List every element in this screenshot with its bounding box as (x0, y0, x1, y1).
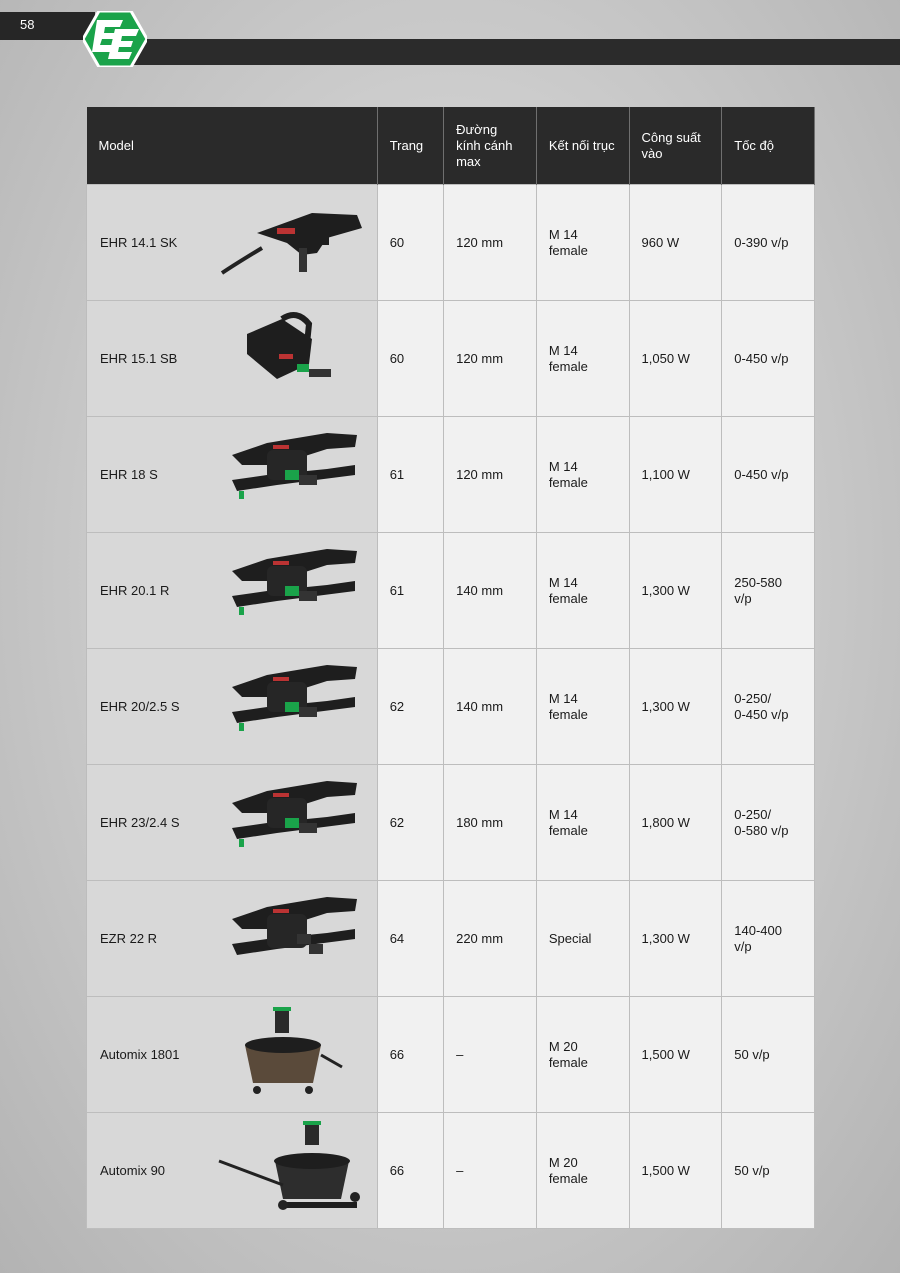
table-row (87, 881, 815, 997)
table-header-row (87, 107, 815, 185)
model-name: EHR 14.1 SK (100, 234, 178, 250)
model-name: Automix 1801 (100, 1046, 180, 1062)
diameter-cell: 120 mm (444, 185, 537, 301)
header-bar-left (0, 12, 95, 40)
power-cell: 1,100 W (629, 417, 722, 533)
header-diameter: Đường kính cánh max (444, 107, 537, 185)
model-name: EHR 23/2.4 S (100, 814, 180, 830)
connection-cell: M 20 female (536, 997, 629, 1113)
model-cell (87, 185, 378, 301)
product-image (217, 193, 367, 291)
table-row (87, 997, 815, 1113)
diameter-cell: 180 mm (444, 765, 537, 881)
model-cell (87, 649, 378, 765)
speed-cell: 0-390 v/p (722, 185, 815, 301)
product-image (217, 309, 367, 407)
power-cell: 1,500 W (629, 997, 722, 1113)
power-cell: 1,300 W (629, 533, 722, 649)
connection-cell: M 14 female (536, 533, 629, 649)
model-cell (87, 881, 378, 997)
diameter-cell: 140 mm (444, 533, 537, 649)
speed-cell: 0-250/ 0-580 v/p (722, 765, 815, 881)
connection-cell: M 20 female (536, 1113, 629, 1229)
page-cell: 66 (377, 997, 443, 1113)
header-connection: Kết nối trục (536, 107, 629, 185)
connection-cell: Special (536, 881, 629, 997)
diameter-cell: 120 mm (444, 417, 537, 533)
table-row (87, 765, 815, 881)
table-row (87, 185, 815, 301)
model-name: EHR 15.1 SB (100, 350, 178, 366)
page-number: 58 (20, 17, 35, 32)
table-row (87, 649, 815, 765)
table-row (87, 533, 815, 649)
ee-logo (83, 11, 147, 67)
connection-cell: M 14 female (536, 417, 629, 533)
connection-cell: M 14 female (536, 301, 629, 417)
product-image (217, 541, 367, 639)
model-cell (87, 997, 378, 1113)
header-page: Trang (377, 107, 443, 185)
page-cell: 66 (377, 1113, 443, 1229)
power-cell: 1,800 W (629, 765, 722, 881)
product-image (217, 425, 367, 523)
model-name: EHR 20.1 R (100, 582, 170, 598)
power-cell: 960 W (629, 185, 722, 301)
power-cell: 1,300 W (629, 649, 722, 765)
page-cell: 62 (377, 765, 443, 881)
model-name: EHR 18 S (100, 466, 158, 482)
connection-cell: M 14 female (536, 765, 629, 881)
power-cell: 1,500 W (629, 1113, 722, 1229)
product-image (217, 773, 367, 871)
header-model: Model (87, 107, 378, 185)
page-cell: 62 (377, 649, 443, 765)
speed-cell: 0-450 v/p (722, 301, 815, 417)
page-cell: 61 (377, 417, 443, 533)
power-cell: 1,050 W (629, 301, 722, 417)
page-cell: 60 (377, 185, 443, 301)
model-name: Automix 90 (100, 1162, 166, 1178)
header-bar (118, 39, 900, 65)
model-cell (87, 301, 378, 417)
diameter-cell: 140 mm (444, 649, 537, 765)
speed-cell: 50 v/p (722, 1113, 815, 1229)
speed-cell: 140-400 v/p (722, 881, 815, 997)
speed-cell: 50 v/p (722, 997, 815, 1113)
product-image (217, 1121, 367, 1219)
page-cell: 64 (377, 881, 443, 997)
table-row (87, 301, 815, 417)
power-cell: 1,300 W (629, 881, 722, 997)
header-power: Công suất vào (629, 107, 722, 185)
table-row (87, 1113, 815, 1229)
page-cell: 60 (377, 301, 443, 417)
speed-cell: 0-250/ 0-450 v/p (722, 649, 815, 765)
speed-cell: 250-580 v/p (722, 533, 815, 649)
diameter-cell: – (444, 1113, 537, 1229)
product-spec-table (86, 107, 815, 1229)
model-name: EHR 20/2.5 S (100, 698, 180, 714)
model-cell (87, 417, 378, 533)
diameter-cell: 120 mm (444, 301, 537, 417)
page-cell: 61 (377, 533, 443, 649)
table-row (87, 417, 815, 533)
header-speed: Tốc độ (722, 107, 815, 185)
model-cell (87, 1113, 378, 1229)
diameter-cell: – (444, 997, 537, 1113)
product-image (217, 1005, 367, 1103)
product-image (217, 889, 367, 987)
connection-cell: M 14 female (536, 649, 629, 765)
model-cell (87, 533, 378, 649)
diameter-cell: 220 mm (444, 881, 537, 997)
product-image (217, 657, 367, 755)
speed-cell: 0-450 v/p (722, 417, 815, 533)
model-cell (87, 765, 378, 881)
model-name: EZR 22 R (100, 930, 158, 946)
connection-cell: M 14 female (536, 185, 629, 301)
